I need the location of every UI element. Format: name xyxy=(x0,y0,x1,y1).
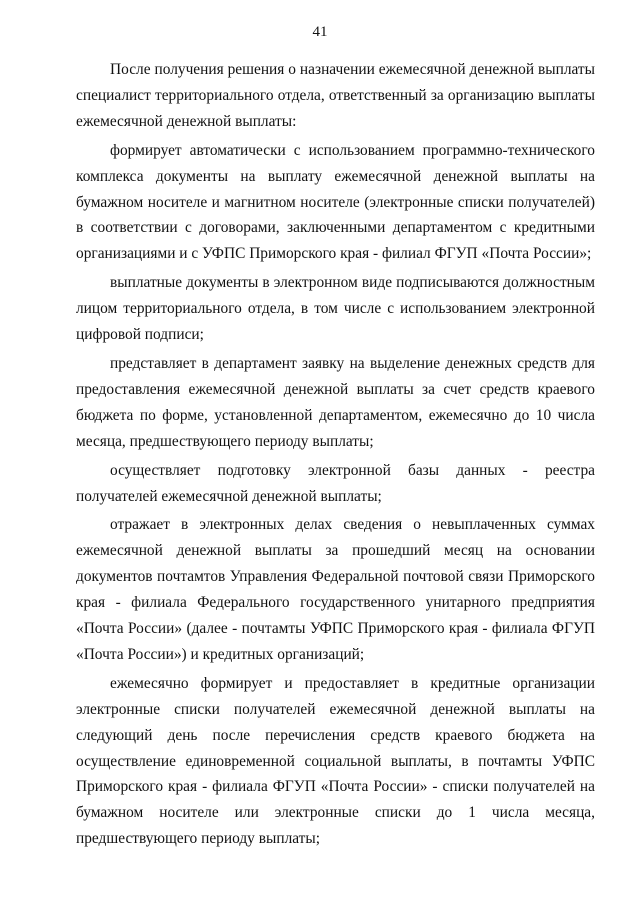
paragraph-recipient-lists: ежемесячно формирует и предоставляет в кредитные организации электронные списки получателей ежемесячной денежной выплаты на следующий день после перечисления средств краевого бюджета на осуществление единовременной социальной выплаты, в почтамты УФПС Приморского края - филиала ФГУП «Почта России» - списки получателей на бумажном носителе или электронные списки до 1 числа месяца, предшествующего периоду выплаты; xyxy=(76,674,595,848)
paragraph-intro: После получения решения о назначении ежемесячной денежной выплаты специалист территориального отдела, ответственный за организацию выплаты ежемесячной денежной выплаты: xyxy=(76,61,595,130)
paragraph-funds-request: представляет в департамент заявку на выделение денежных средств для предоставления ежемесячной денежной выплаты за счет средств краевого бюджета по форме, установленной департаментом, ежемесячно до 10 числа месяца, предшествующего периоду выплаты; xyxy=(76,354,595,450)
paragraph-unpaid-amounts: отражает в электронных делах сведения о невыплаченных суммах ежемесячной денежной выплаты за прошедший месяц на основании документов почтамтов Управления Федеральной почтовой связи Приморского края - филиала Федерального государственного унитарного предприятия «Почта России» (далее - почтамты УФПС Приморского края - филиала ФГУП «Почта России») и кредитных организаций; xyxy=(76,516,595,663)
paragraph-electronic-signature: выплатные документы в электронном виде подписываются должностным лицом территориального отдела, в том числе с использованием электронной цифровой подписи; xyxy=(76,274,595,344)
paragraph-database-preparation: осуществляет подготовку электронной базы данных - реестра получателей ежемесячной денежной выплаты; xyxy=(76,461,595,505)
paragraph-forms-documents: формирует автоматически с использованием программно-технического комплекса документы на выплату ежемесячной денежной выплаты на бумажном носителе и магнитном носителе (электронные списки получателей) в соответствии с договорами, заключенными департаментом с кредитными организациями и с УФПС Приморского края - филиал ФГУП «Почта России»; xyxy=(76,141,595,263)
document-body xyxy=(76,57,595,855)
page-number: 41 xyxy=(312,24,328,40)
